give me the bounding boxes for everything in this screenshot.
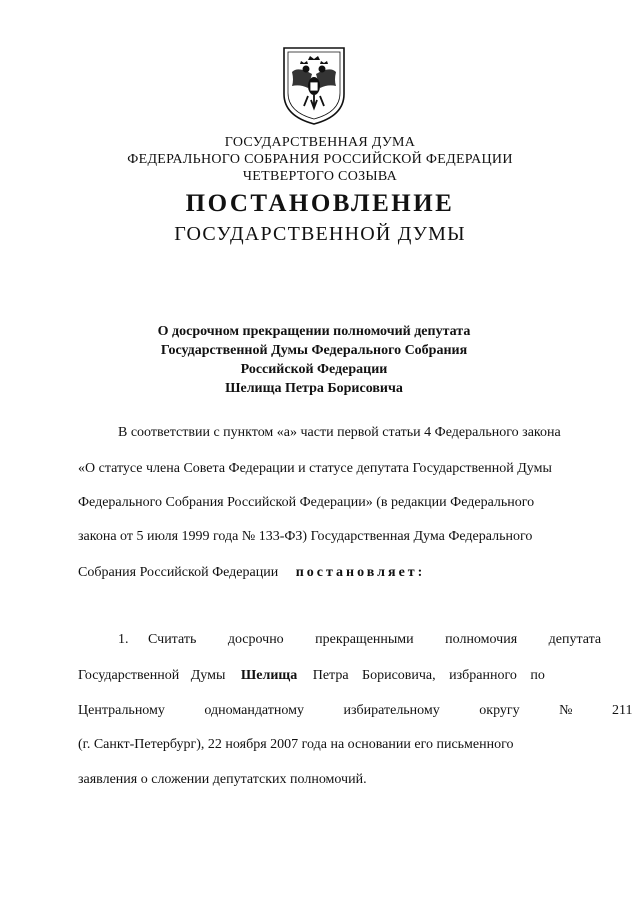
clause-1-line-2	[78, 668, 545, 684]
subject-line-3: Российской Федерации	[240, 362, 388, 377]
preamble-line-4: закона от 5 июля 1999 года № 133-ФЗ) Государственная Дума Федерального	[78, 529, 533, 544]
clause-1-line-2-prefix: Государственной Думы	[78, 668, 226, 683]
clause-1-line-4: (г. Санкт-Петербург), 22 ноября 2007 года на основании его письменного	[78, 737, 514, 752]
preamble-line-5-text: Собрания Российской Федерации	[78, 565, 279, 580]
document-subject	[150, 322, 478, 398]
clause-1-line-2-rest: Петра Борисовича, избранного по	[312, 668, 545, 683]
clause-1-line-1	[118, 632, 601, 648]
preamble-line-3: Федерального Собрания Российской Федерации» (в редакции Федерального	[78, 495, 535, 510]
preamble-keyword: постановляет:	[295, 565, 426, 580]
preamble-line-1: В соответствии с пунктом «а» части первой статьи 4 Федерального закона	[118, 425, 561, 440]
document-title: ПОСТАНОВЛЕНИЕ	[185, 190, 455, 217]
preamble-line-5	[78, 565, 425, 581]
clause-number: 1.	[118, 632, 129, 647]
clause-1-line-5: заявления о сложении депутатских полномочий.	[78, 772, 367, 787]
clause-1-line-3: Центральному одномандатному избирательному округу № 211	[78, 703, 633, 718]
subject-line-2: Государственной Думы Федерального Собрания	[160, 343, 468, 358]
header-line-3: ЧЕТВЕРТОГО СОЗЫВА	[242, 169, 398, 184]
subject-line-4: Шелища Петра Борисовича	[225, 381, 403, 396]
subject-line-1: О досрочном прекращении полномочий депутата	[157, 324, 471, 339]
preamble-line-2: «О статусе члена Совета Федерации и статусе депутата Государственной Думы	[78, 461, 552, 476]
deputy-surname: Шелища	[240, 668, 298, 683]
clause-1-line-1-text: Считать досрочно прекращенными полномочия депутата	[148, 632, 602, 647]
document-header	[0, 134, 640, 185]
header-line-1: ГОСУДАРСТВЕННАЯ ДУМА	[224, 135, 416, 150]
document-subtitle: ГОСУДАРСТВЕННОЙ ДУМЫ	[174, 223, 466, 245]
header-line-2: ФЕДЕРАЛЬНОГО СОБРАНИЯ РОССИЙСКОЙ ФЕДЕРАЦИИ	[127, 152, 513, 167]
state-emblem-icon	[278, 44, 350, 126]
